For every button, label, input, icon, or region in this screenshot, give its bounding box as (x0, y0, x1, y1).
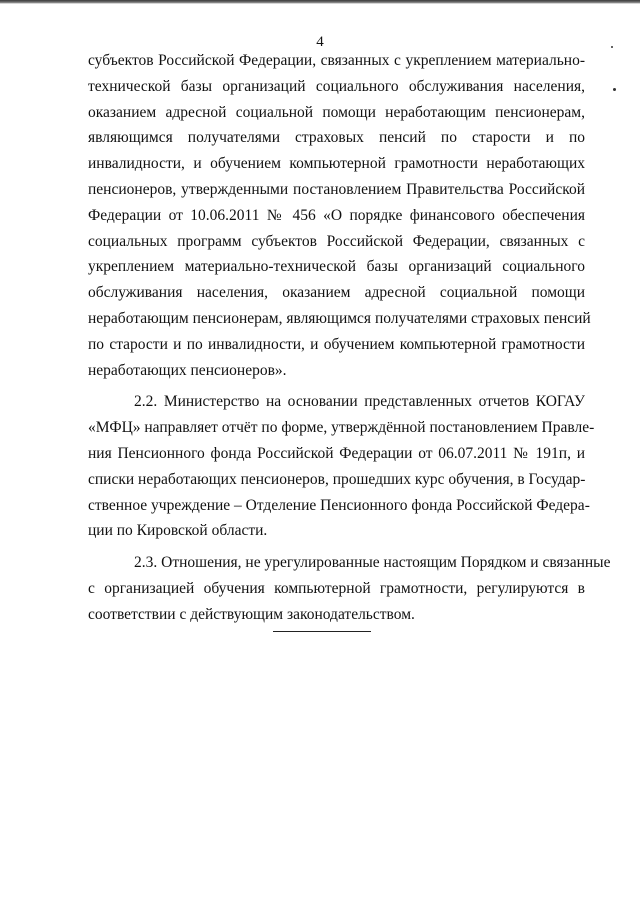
text-line: технической базы организаций социального обслуживания населения, (88, 77, 585, 95)
closing-rule (273, 631, 371, 632)
paragraph-2-3 (88, 550, 611, 627)
text-line: инвалидности, и обучением компьютерной грамотности неработающих (88, 155, 585, 173)
text-line: неработающих пенсионеров». (88, 361, 287, 379)
text-line: ственное учреждение – Отделение Пенсионного фонда Российской Федера- (88, 496, 590, 514)
text-line: ния Пенсионного фонда Российской Федерации от 06.07.2011 № 191п, и (88, 444, 585, 462)
text-line: 2.3. Отношения, не урегулированные настоящим Порядком и связанные (134, 554, 611, 572)
paragraph-2-2 (88, 389, 595, 544)
scan-speck (613, 88, 616, 91)
text-line: являющимся получателями страховых пенсий по старости и по (88, 129, 585, 147)
text-line: списки неработающих пенсионеров, прошедших курс обучения, в Государ- (88, 470, 586, 488)
text-line: по старости и по инвалидности, и обучением компьютерной грамотности (88, 335, 585, 353)
text-line: укреплением материально-технической базы организаций социального (88, 258, 585, 276)
page-number: 4 (316, 34, 324, 50)
scan-speck (611, 46, 613, 48)
document-body (88, 48, 611, 628)
text-line: соответствии с действующим законодательством. (88, 605, 415, 623)
scan-top-edge (0, 0, 640, 4)
text-line: Федерации от 10.06.2011 № 456 «О порядке финансового обеспечения (88, 206, 585, 224)
text-line: неработающим пенсионерам, являющимся получателями страховых пенсий (88, 309, 591, 327)
paragraph-1 (88, 48, 591, 383)
text-line: ции по Кировской области. (88, 522, 268, 540)
text-line: субъектов Российской Федерации, связанных с укреплением материально- (88, 52, 585, 69)
text-line: 2.2. Министерство на основании представленных отчетов КОГАУ (134, 393, 585, 411)
text-line: с организацией обучения компьютерной грамотности, регулируются в (88, 579, 585, 597)
text-line: пенсионеров, утвержденными постановлением Правительства Российской (88, 180, 585, 198)
text-line: социальных программ субъектов Российской Федерации, связанных с (88, 232, 585, 250)
text-line: оказанием адресной социальной помощи неработающим пенсионерам, (88, 103, 585, 121)
text-line: обслуживания населения, оказанием адресной социальной помощи (88, 284, 585, 302)
text-line: «МФЦ» направляет отчёт по форме, утверждённой постановлением Правле- (88, 419, 595, 437)
